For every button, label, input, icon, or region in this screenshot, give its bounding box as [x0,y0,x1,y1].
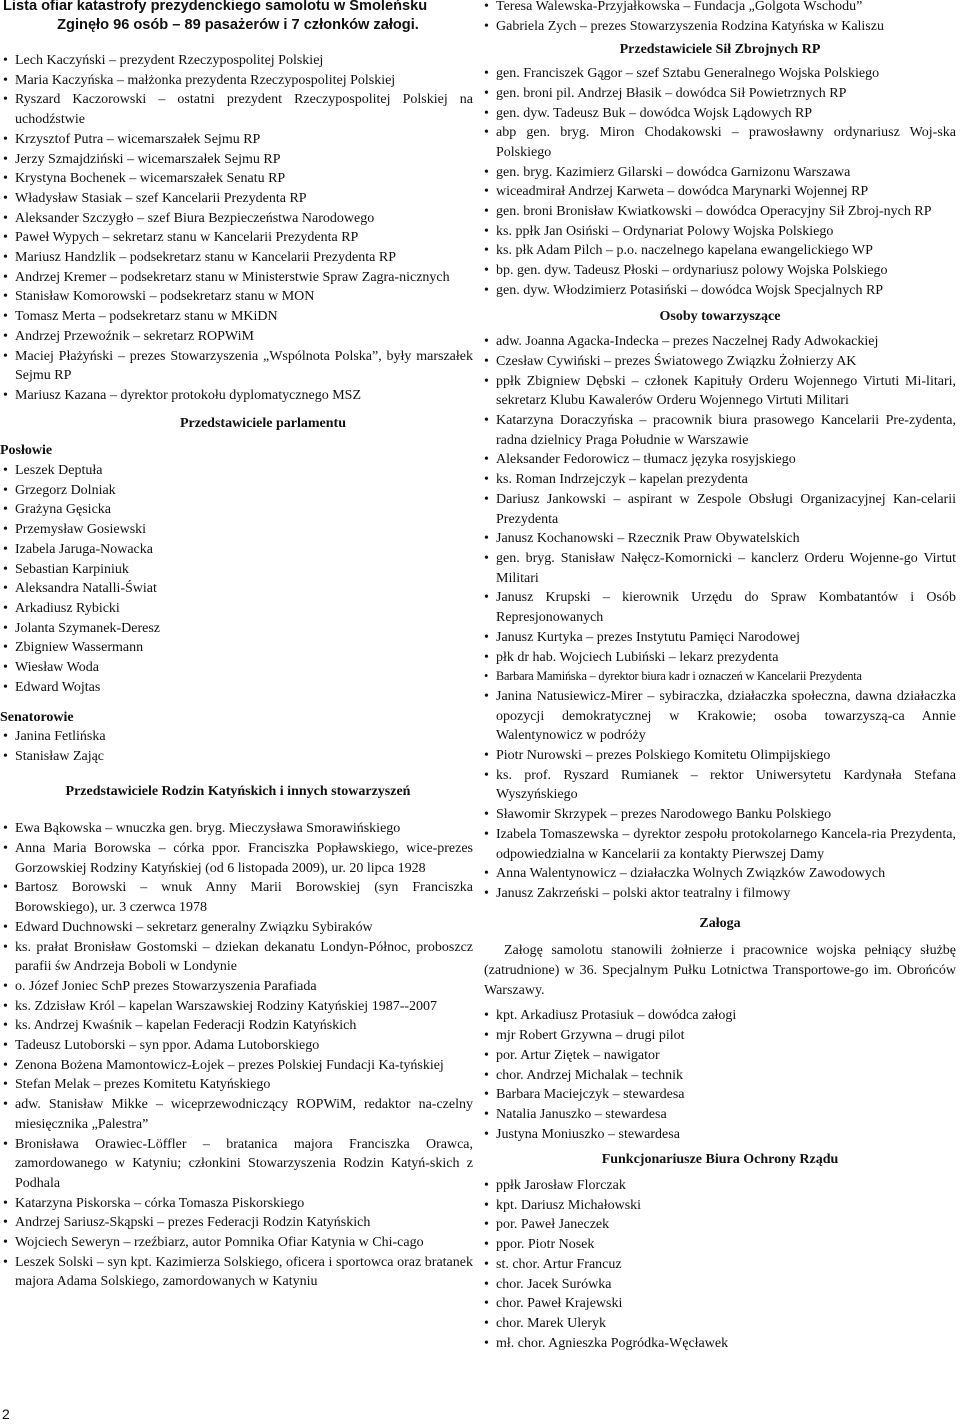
list-item: • Aleksandra Natalli-Świat [3,579,473,599]
list-item: • ppor. Piotr Nosek [484,1235,956,1255]
katyn-families-list [3,819,473,1292]
list-item: • Zenona Bożena Mamontowicz-Łojek – prezes Polskiej Fundacji Ka-tyńskiej [3,1056,473,1076]
list-item: • chor. Andrzej Michalak – technik [484,1066,956,1086]
list-item: • Aleksander Fedorowicz – tłumacz języka rosyjskiego [484,450,956,470]
list-item: • Mariusz Handzlik – podsekretarz stanu w Kancelarii Prezydenta RP [3,248,473,268]
list-item: • Czesław Cywiński – prezes Światowego Związku Żołnierzy AK [484,352,956,372]
list-item: • płk dr hab. Wojciech Lubiński – lekarz prezydenta [484,648,956,668]
list-item: • Tomasz Merta – podsekretarz stanu w MKiDN [3,307,473,327]
list-item: • ks. prałat Bronisław Gostomski – dziekan dekanatu Londyn-Północ, proboszcz parafii św Andrzeja Boboli w Londynie [3,938,473,977]
list-item: • chor. Marek Uleryk [484,1314,956,1334]
list-item: • Paweł Wypych – sekretarz stanu w Kancelarii Prezydenta RP [3,228,473,248]
list-item: • Janusz Kochanowski – Rzecznik Praw Obywatelskich [484,529,956,549]
list-item: • ks. Zdzisław Król – kapelan Warszawskiej Rodziny Katyńskiej 1987--2007 [3,997,473,1017]
crew-paragraph: Załogę samolotu stanowili żołnierze i pracownice wojska pełniący służbę (zatrudnione) w 36. Specjalnym Pułku Lotnictwa Transportowe-go im. Obrońców Warszawy. [484,943,956,998]
officials-list [3,51,473,406]
parliament-heading: Przedstawiciele parlamentu [179,415,346,431]
list-item: • Janina Fetlińska [3,727,473,747]
list-item: • Natalia Januszko – stewardesa [484,1105,956,1125]
list-item: • Barbara Maciejczyk – stewardesa [484,1085,956,1105]
list-item: • adw. Joanna Agacka-Indecka – prezes Naczelnej Rady Adwokackiej [484,332,956,352]
list-item: • Ryszard Kaczorowski – ostatni prezydent Rzeczypospolitej Polskiej na uchodźstwie [3,90,473,129]
list-item: • Jolanta Szymanek-Deresz [3,619,473,639]
list-item: • Leszek Solski – syn kpt. Kazimierza Solskiego, oficera i sportowca oraz bratanek majora Adama Solskiego, zamordowanych w Katyniu [3,1253,473,1292]
list-item: • kpt. Dariusz Michałowski [484,1196,956,1216]
bor-list [484,1176,956,1353]
list-item: • Teresa Walewska-Przyjałkowska – Fundacja „Golgota Wschodu” [484,0,956,17]
bor-heading: Funkcjonariusze Biura Ochrony Rządu [601,1152,839,1168]
senators-list [3,727,473,766]
list-item: • Wiesław Woda [3,658,473,678]
list-item: • ppłk Zbigniew Dębski – członek Kapituły Orderu Wojennego Virtuti Mi-litari, sekretarz Klubu Kawalerów Orderu Wojennego Virtuti Militari [484,372,956,411]
list-item: • Bartosz Borowski – wnuk Anny Marii Borowskiej (syn Franciszka Borowskiego), ur. 3 czerwca 1978 [3,878,473,917]
list-item: • Leszek Deptuła [3,461,473,481]
list-item: • Mariusz Kazana – dyrektor protokołu dyplomatycznego MSZ [3,386,473,406]
list-item: • Władysław Stasiak – szef Kancelarii Prezydenta RP [3,189,473,209]
list-item: • Janina Natusiewicz-Mirer – sybiraczka, działaczka społeczna, dawna działaczka opozycji demokratycznej w Krakowie; osoba towarzyszą-ca Annie Walentynowicz w podróży [484,687,956,746]
list-item: • st. chor. Artur Francuz [484,1255,956,1275]
list-item: • Jerzy Szmajdziński – wicemarszałek Sejmu RP [3,150,473,170]
list-item: • Janusz Kurtyka – prezes Instytutu Pamięci Narodowej [484,628,956,648]
list-item: • Janusz Krupski – kierownik Urzędu do Spraw Kombatantów i Osób Represjonowanych [484,588,956,627]
list-item: • ks. prof. Ryszard Rumianek – rektor Uniwersytetu Kardynała Stefana Wyszyńskiego [484,766,956,805]
list-item: • Grzegorz Dolniak [3,481,473,501]
list-item: • kpt. Arkadiusz Protasiuk – dowódca załogi [484,1006,956,1026]
list-item: • Sławomir Skrzypek – prezes Narodowego Banku Polskiego [484,805,956,825]
list-item: • Katarzyna Doraczyńska – pracownik biura prasowego Kancelarii Pre-zydenta, radna dzielnicy Praga Południe w Warszawie [484,411,956,450]
list-item: • Wojciech Seweryn – rzeźbiarz, autor Pomnika Ofiar Katynia w Chi-cago [3,1233,473,1253]
list-item: • ks. Andrzej Kwaśnik – kapelan Federacji Rodzin Katyńskich [3,1016,473,1036]
list-item: • Aleksander Szczygło – szef Biura Bezpieczeństwa Narodowego [3,209,473,229]
list-item: • Krystyna Bochenek – wicemarszałek Senatu RP [3,169,473,189]
list-item: • wiceadmirał Andrzej Karweta – dowódca Marynarki Wojennej RP [484,182,956,202]
list-item: • Anna Walentynowicz – działaczka Wolnych Związków Zawodowych [484,864,956,884]
list-item: • Stefan Melak – prezes Komitetu Katyńskiego [3,1075,473,1095]
list-item: • Anna Maria Borowska – córka ppor. Franciszka Popławskiego, wice-prezes Gorzowskiej Rodziny Katyńskiej (od 6 listopada 2009), ur. 20 lipca 1928 [3,839,473,878]
armed-forces-list [484,64,956,300]
page-number: 2 [2,1406,10,1422]
list-item: • Lech Kaczyński – prezydent Rzeczypospolitej Polskiej [3,51,473,71]
list-item: • Piotr Nurowski – prezes Polskiego Komitetu Olimpijskiego [484,746,956,766]
list-item: • Ewa Bąkowska – wnuczka gen. bryg. Mieczysława Smorawińskiego [3,819,473,839]
list-item: • Bronisława Orawiec-Löffler – bratanica majora Franciszka Orawca, zamordowanego w Katyniu; członkini Stowarzyszenia Rodzin Katyń-skich z Podhala [3,1135,473,1194]
katyn-families-heading: Przedstawiciele Rodzin Katyńskich i innych stowarzyszeń [65,783,411,799]
list-item: • Stanisław Zając [3,747,473,767]
list-item: • Andrzej Przewoźnik – sekretarz ROPWiM [3,327,473,347]
list-item: • Maria Kaczyńska – małżonka prezydenta Rzeczypospolitej Polskiej [3,71,473,91]
page-title [3,0,473,35]
crew-heading: Załoga [699,915,741,931]
list-item: • Arkadiusz Rybicki [3,599,473,619]
list-item: • abp gen. bryg. Miron Chodakowski – prawosławny ordynariusz Woj-ska Polskiego [484,123,956,162]
list-item: • Zbigniew Wassermann [3,638,473,658]
list-item: • Edward Wojtas [3,678,473,698]
list-item: • ppłk Jarosław Florczak [484,1176,956,1196]
right-top-list [484,0,956,36]
accompanying-heading: Osoby towarzyszące [659,308,781,324]
list-item: • chor. Paweł Krajewski [484,1294,956,1314]
deputies-list [3,461,473,697]
list-item: • Barbara Mamińska – dyrektor biura kadr i oznaczeń w Kancelarii Prezydenta [484,667,956,687]
list-item: • ks. płk Adam Pilch – p.o. naczelnego kapelana ewangelickiego WP [484,241,956,261]
list-item: • ks. ppłk Jan Osiński – Ordynariat Polowy Wojska Polskiego [484,222,956,242]
list-item: • Izabela Tomaszewska – dyrektor zespołu protokolarnego Kancela-ria Prezydenta, odpowiedzialna w Kancelarii za kontakty Pierwszej Damy [484,825,956,864]
list-item: • gen. broni Bronisław Kwiatkowski – dowódca Operacyjny Sił Zbroj-nych RP [484,202,956,222]
list-item: • Tadeusz Lutoborski – syn ppor. Adama Lutoborskiego [3,1036,473,1056]
accompanying-list [484,332,956,903]
list-item: • chor. Jacek Surówka [484,1275,956,1295]
list-item: • Gabriela Zych – prezes Stowarzyszenia Rodzina Katyńska w Kaliszu [484,17,956,37]
list-item: • Andrzej Kremer – podsekretarz stanu w Ministerstwie Spraw Zagra-nicznych [3,268,473,288]
list-item: • o. Józef Joniec SchP prezes Stowarzyszenia Parafiada [3,977,473,997]
list-item: • gen. bryg. Kazimierz Gilarski – dowódca Garnizonu Warszawa [484,163,956,183]
senators-heading: Senatorowie [0,709,74,725]
list-item: • bp. gen. dyw. Tadeusz Płoski – ordynariusz polowy Wojska Polskiego [484,261,956,281]
list-item: • Krzysztof Putra – wicemarszałek Sejmu RP [3,130,473,150]
title-line-1: Lista ofiar katastrofy prezydenckiego samolotu w Smoleńsku [3,0,428,14]
list-item: • Maciej Płażyński – prezes Stowarzyszenia „Wspólnota Polska”, były marszałek Sejmu RP [3,347,473,386]
left-column [0,0,473,1292]
list-item: • gen. broni pil. Andrzej Błasik – dowódca Sił Powietrznych RP [484,84,956,104]
list-item: • mjr Robert Grzywna – drugi pilot [484,1026,956,1046]
list-item: • Katarzyna Piskorska – córka Tomasza Piskorskiego [3,1194,473,1214]
list-item: • gen. bryg. Stanisław Nałęcz-Komornicki – kanclerz Orderu Wojenne-go Virtut Militari [484,549,956,588]
list-item: • adw. Stanisław Mikke – wiceprzewodniczący ROPWiM, redaktor na-czelny miesięcznika „Palestra” [3,1095,473,1134]
list-item: • gen. Franciszek Gągor – szef Sztabu Generalnego Wojska Polskiego [484,64,956,84]
list-item: • Izabela Jaruga-Nowacka [3,540,473,560]
armed-forces-heading: Przedstawiciele Sił Zbrojnych RP [619,42,821,58]
list-item: • gen. dyw. Włodzimierz Potasiński – dowódca Wojsk Specjalnych RP [484,281,956,301]
deputies-heading: Posłowie [0,443,53,459]
list-item: • Edward Duchnowski – sekretarz generalny Związku Sybiraków [3,918,473,938]
list-item: • gen. dyw. Tadeusz Buk – dowódca Wojsk Lądowych RP [484,104,956,124]
list-item: • Przemysław Gosiewski [3,520,473,540]
list-item: • Janusz Zakrzeński – polski aktor teatralny i filmowy [484,884,956,904]
list-item: • Grażyna Gęsicka [3,500,473,520]
crew-list [484,1006,956,1144]
list-item: • Andrzej Sariusz-Skąpski – prezes Federacji Rodzin Katyńskich [3,1213,473,1233]
right-column [484,0,956,1353]
list-item: • Sebastian Karpiniuk [3,560,473,580]
title-line-2: Zginęło 96 osób – 89 pasażerów i 7 członków załogi. [57,17,419,33]
list-item: • por. Artur Ziętek – nawigator [484,1046,956,1066]
list-item: • mł. chor. Agnieszka Pogródka-Węcławek [484,1334,956,1354]
list-item: • Stanisław Komorowski – podsekretarz stanu w MON [3,287,473,307]
list-item: • Justyna Moniuszko – stewardesa [484,1125,956,1145]
list-item: • por. Paweł Janeczek [484,1215,956,1235]
list-item: • ks. Roman Indrzejczyk – kapelan prezydenta [484,470,956,490]
list-item: • Dariusz Jankowski – aspirant w Zespole Obsługi Organizacyjnej Kan-celarii Prezydenta [484,490,956,529]
